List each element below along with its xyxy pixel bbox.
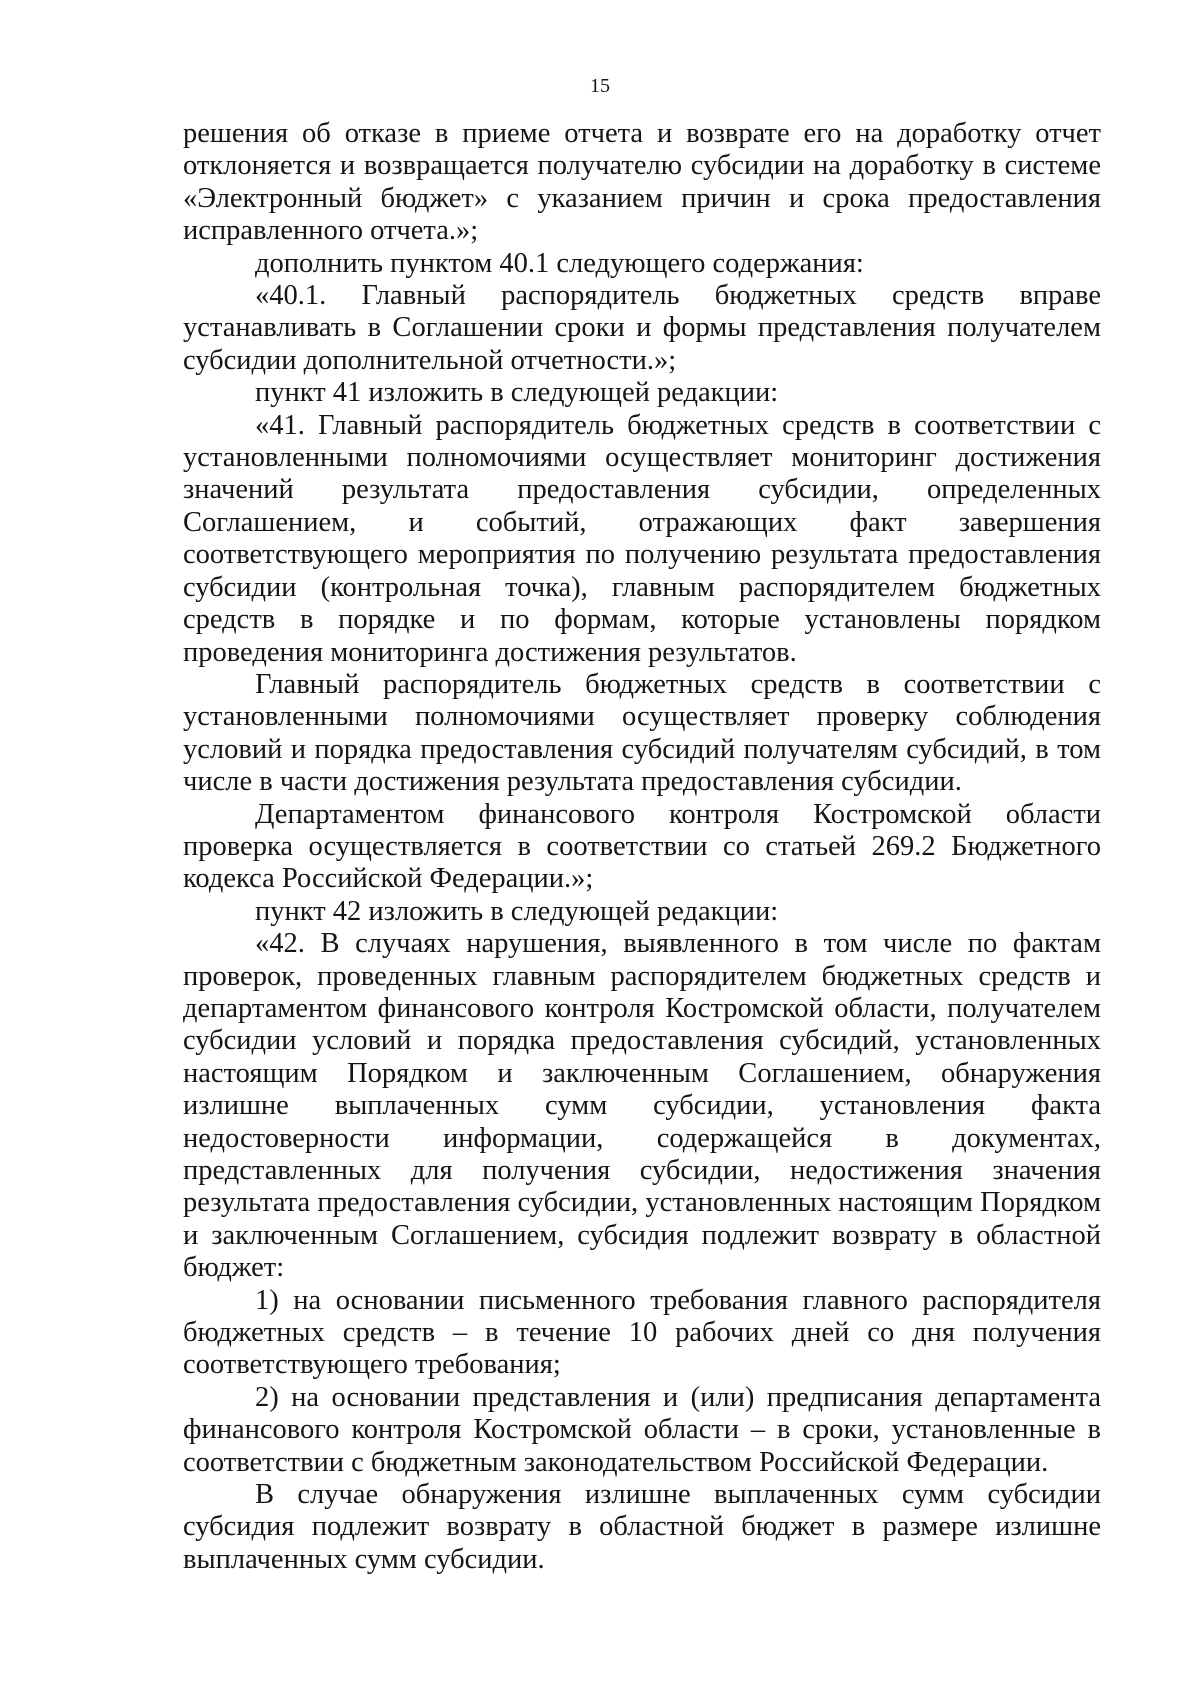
paragraph: «40.1. Главный распорядитель бюджетных средств вправе устанавливать в Соглашении сроки и формы представления получателем субсидии дополнительной отчетности.»; [183, 280, 1101, 376]
paragraph: «41. Главный распорядитель бюджетных средств в соответствии с установленными полномочиями осуществляет мониторинг достижения значений результата предоставления субсидии, определенных Соглашением, и событий, отражающих факт завершения соответствующего мероприятия по получению результата предоставления субсидии (контрольная точка), главным распорядителем бюджетных средств в порядке и по формам, которые установлены порядком проведения мониторинга достижения результатов. [183, 409, 1101, 668]
paragraph: решения об отказе в приеме отчета и возврате его на доработку отчет отклоняется и возвращается получателю субсидии на доработку в системе «Электронный бюджет» с указанием причин и срока предоставления исправленного отчета.»; [183, 118, 1101, 247]
document-body [183, 118, 1101, 1576]
paragraph: Главный распорядитель бюджетных средств в соответствии с установленными полномочиями осуществляет проверку соблюдения условий и порядка предоставления субсидий получателям субсидий, в том числе в части достижения результата предоставления субсидии. [183, 668, 1101, 798]
paragraph: пункт 41 изложить в следующей редакции: [255, 377, 779, 409]
paragraph: 1) на основании письменного требования главного распорядителя бюджетных средств – в течение 10 рабочих дней со дня получения соответствующего требования; [183, 1284, 1101, 1381]
paragraph: пункт 42 изложить в следующей редакции: [255, 895, 779, 927]
paragraph: «42. В случаях нарушения, выявленного в том числе по фактам проверок, проведенных главным распорядителем бюджетных средств и департаментом финансового контроля Костромской области, получателем субсидии условий и порядка предоставления субсидий, установленных настоящим Порядком и заключенным Соглашением, обнаружения излишне выплаченных сумм субсидии, установления факта недостоверности информации, содержащейся в документах, представленных для получения субсидии, недостижения значения результата предоставления субсидии, установленных настоящим Порядком и заключенным Соглашением, субсидия подлежит возврату в областной бюджет: [183, 928, 1101, 1284]
page-number: 15 [590, 75, 610, 97]
paragraph: 2) на основании представления и (или) предписания департамента финансового контроля Костромской области – в сроки, установленные в соответствии с бюджетным законодательством Российской Федерации. [183, 1381, 1101, 1478]
paragraph: В случае обнаружения излишне выплаченных сумм субсидии субсидия подлежит возврату в областной бюджет в размере излишне выплаченных сумм субсидии. [183, 1479, 1101, 1575]
paragraph: дополнить пунктом 40.1 следующего содержания: [255, 247, 864, 279]
paragraph: Департаментом финансового контроля Костромской области проверка осуществляется в соответствии со статьей 269.2 Бюджетного кодекса Российской Федерации.»; [183, 798, 1101, 895]
